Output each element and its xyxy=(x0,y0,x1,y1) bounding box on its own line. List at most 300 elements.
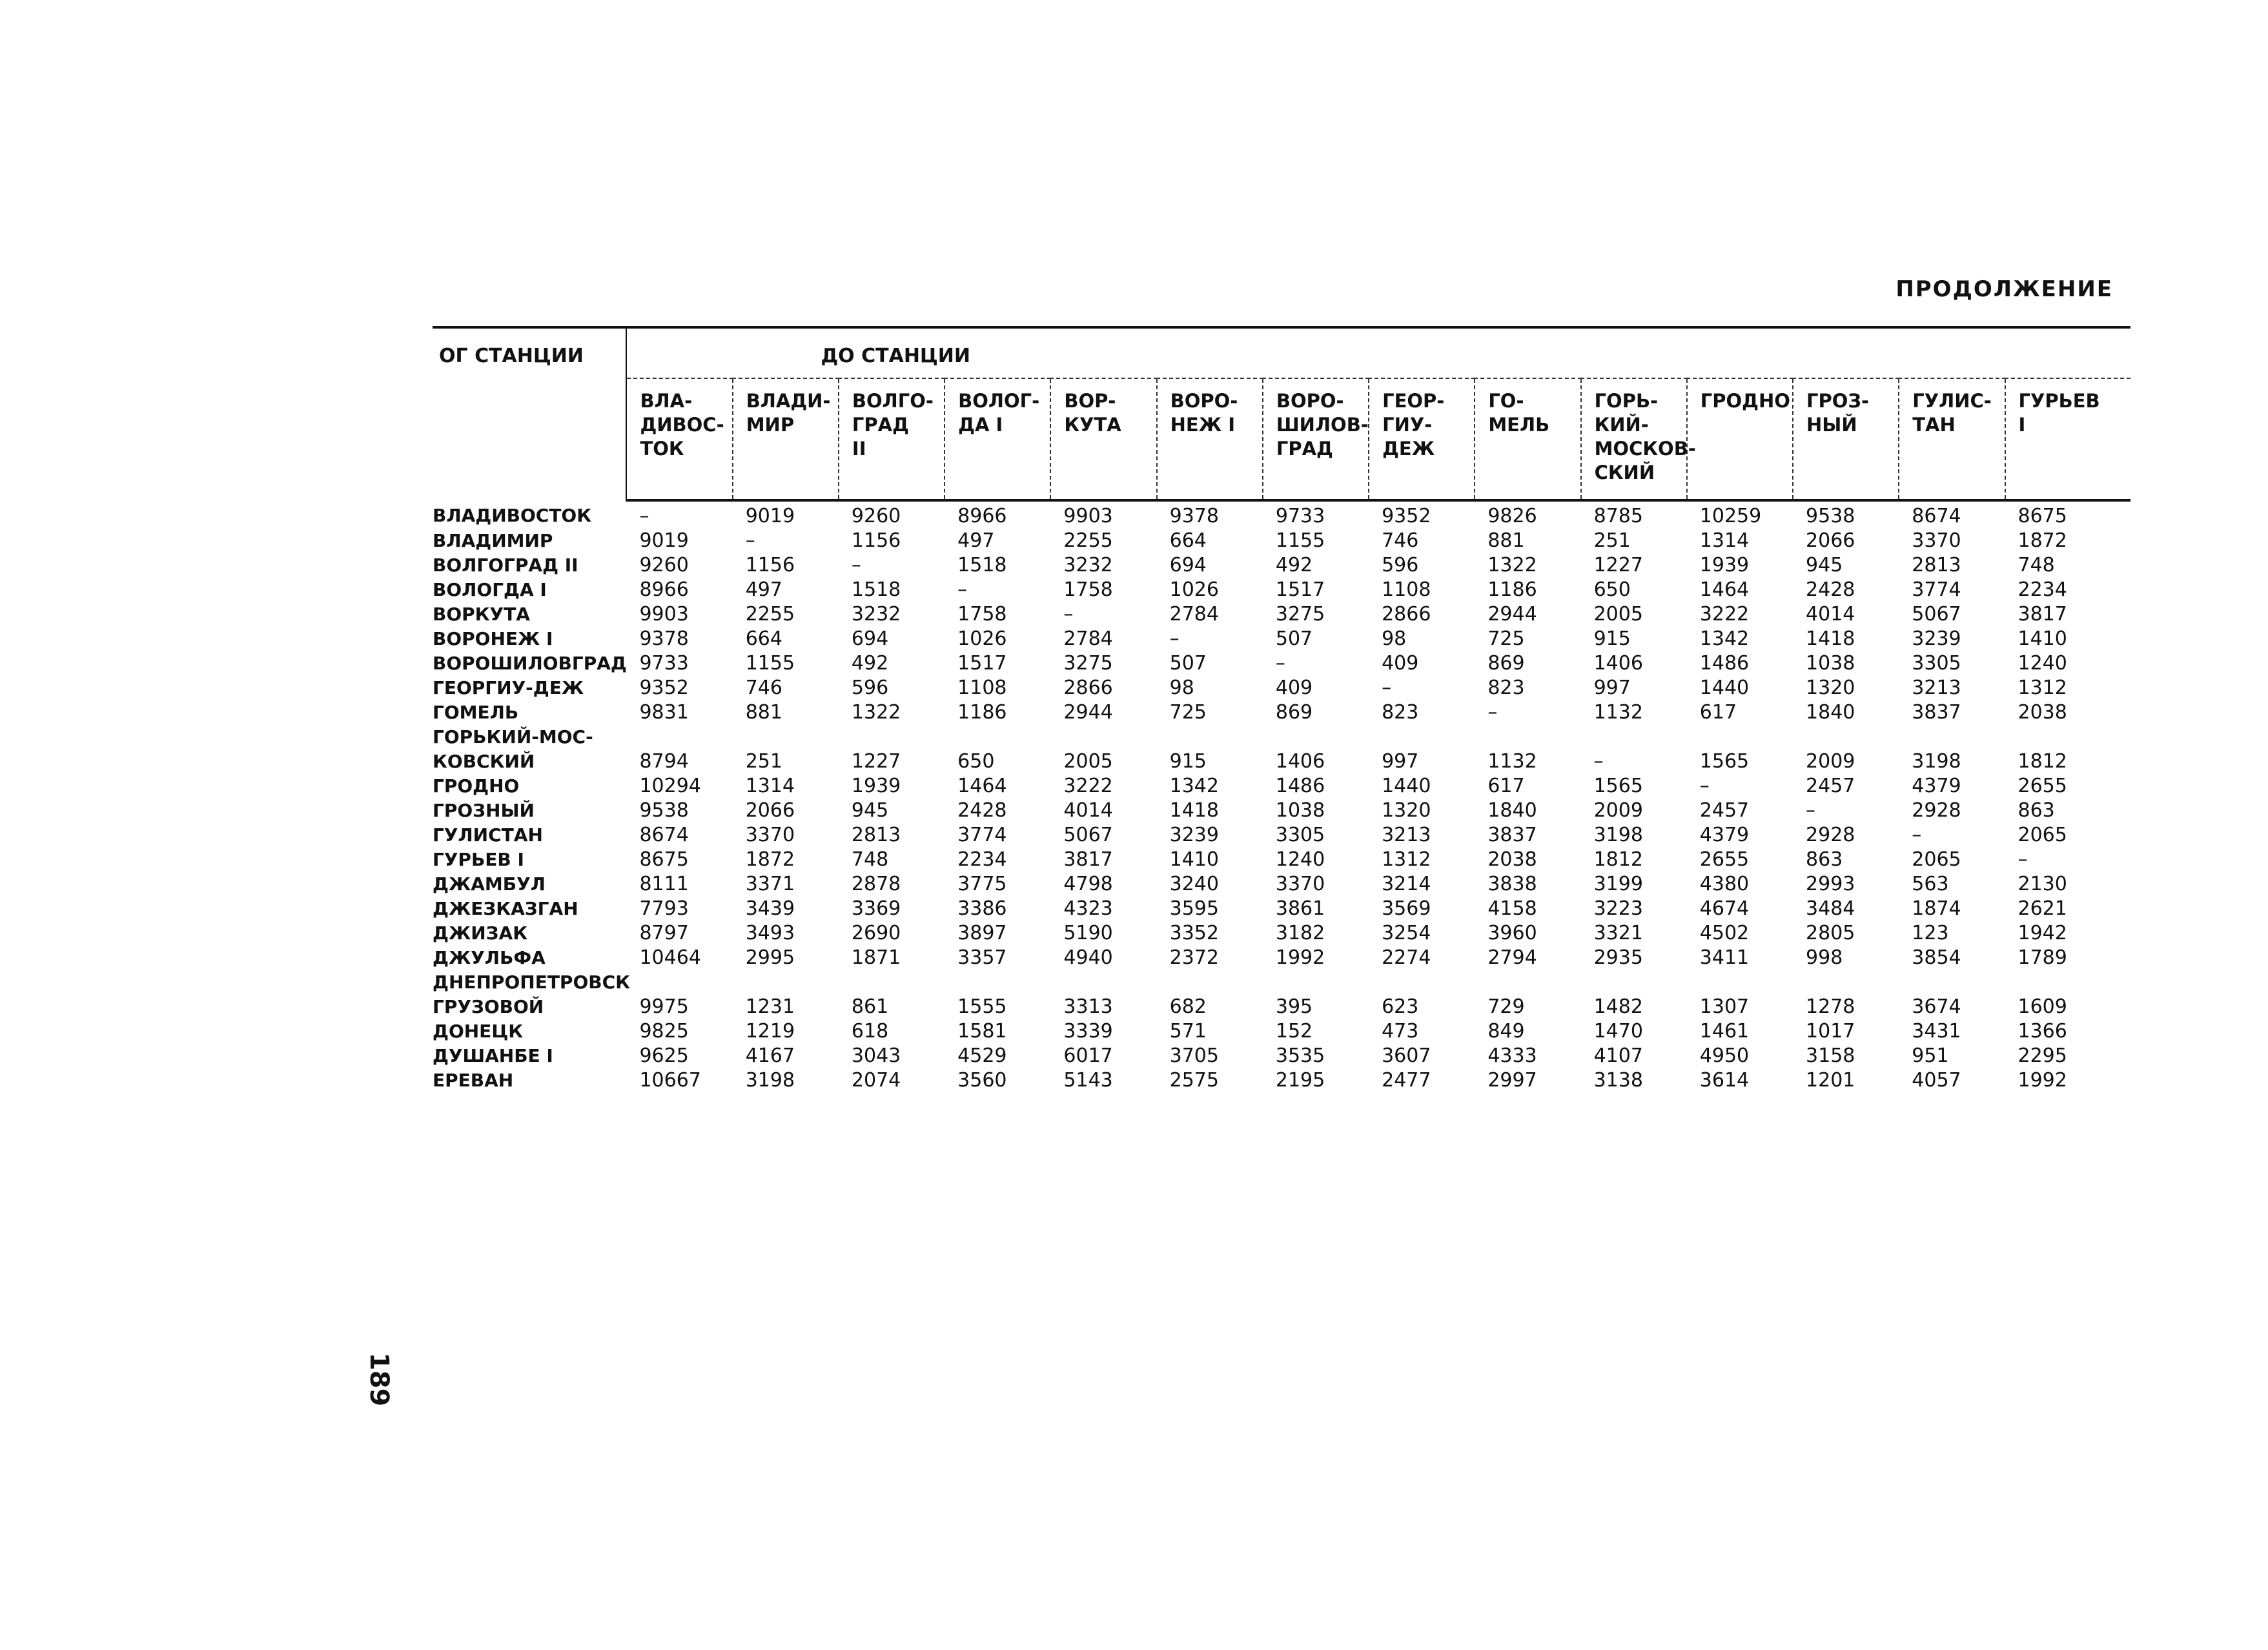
distance-cell: 8111 xyxy=(639,873,689,895)
distance-cell: 3239 xyxy=(1912,627,1961,650)
distance-cell: 8674 xyxy=(639,824,689,846)
distance-cell xyxy=(945,970,1050,995)
distance-cell: 2005 xyxy=(1593,603,1643,626)
distance-cell: 3198 xyxy=(1593,824,1643,846)
page-number: 189 xyxy=(364,1352,394,1407)
distance-cell: 1342 xyxy=(1169,775,1219,797)
distance-cell: 881 xyxy=(745,701,782,724)
distance-cell xyxy=(1581,970,1687,995)
distance-cell: 881 xyxy=(1487,529,1525,552)
column-header-row xyxy=(433,378,2130,500)
distance-cell: 9538 xyxy=(639,799,689,822)
station-name: ЕРЕВАН xyxy=(433,1070,514,1091)
station-name: ДЖИЗАК xyxy=(433,922,528,944)
column-header: ГО- МЕЛЬ xyxy=(1475,378,1580,500)
distance-cell: 98 xyxy=(1169,677,1194,699)
distance-cell: 3198 xyxy=(1912,750,1961,773)
distance-cell: 98 xyxy=(1382,627,1407,650)
distance-cell: 9538 xyxy=(1806,505,1855,527)
table-row xyxy=(433,1019,2130,1044)
distance-cell: 1517 xyxy=(957,652,1007,675)
distance-cell xyxy=(945,725,1050,749)
distance-cell: 4323 xyxy=(1063,897,1113,920)
distance-cell: 1470 xyxy=(1593,1020,1643,1043)
distance-cell: 9903 xyxy=(1063,505,1113,527)
distance-cell: 1186 xyxy=(1487,578,1537,601)
distance-cell xyxy=(733,970,839,995)
distance-cell: 2993 xyxy=(1806,873,1855,895)
distance-cell: 1227 xyxy=(851,750,901,773)
distance-cell: 1156 xyxy=(851,529,901,552)
table-row xyxy=(433,627,2130,651)
table-row xyxy=(433,602,2130,627)
station-name: ВОРОНЕЖ I xyxy=(433,628,553,649)
distance-cell: 2928 xyxy=(1806,824,1855,846)
station-name: ДУШАНБЕ I xyxy=(433,1045,553,1066)
table-row xyxy=(433,1068,2130,1093)
distance-cell: 152 xyxy=(1275,1020,1313,1043)
distance-cell: 1609 xyxy=(2018,995,2067,1018)
distance-cell: 3305 xyxy=(1275,824,1325,846)
station-name: ДНЕПРОПЕТРОВСК xyxy=(433,972,631,993)
distance-cell xyxy=(1369,970,1475,995)
distance-cell xyxy=(1687,970,1793,995)
distance-cell: 251 xyxy=(1593,529,1631,552)
distance-cell: 1874 xyxy=(1912,897,1961,920)
distance-cell: 951 xyxy=(1912,1044,1949,1067)
distance-cell: 2274 xyxy=(1382,946,1431,969)
distance-cell: 3232 xyxy=(851,603,901,626)
distance-cell: 1789 xyxy=(2018,946,2067,969)
distance-cell: – xyxy=(1806,799,1816,822)
distance-cell: 3774 xyxy=(957,824,1007,846)
from-station-header: ОГ СТАНЦИИ xyxy=(433,327,626,500)
distance-cell: 9733 xyxy=(639,652,689,675)
distance-cell: 1155 xyxy=(745,652,795,675)
table-row xyxy=(433,529,2130,553)
distance-cell: 650 xyxy=(1593,578,1631,601)
distance-cell: 3371 xyxy=(745,873,795,895)
distance-cell: 4167 xyxy=(745,1044,795,1067)
distance-cell xyxy=(1687,725,1793,749)
distance-cell xyxy=(1793,725,1899,749)
distance-cell: 409 xyxy=(1275,677,1313,699)
distance-cell: 492 xyxy=(851,652,889,675)
distance-cell: 5067 xyxy=(1912,603,1961,626)
distance-cell: 2065 xyxy=(2018,824,2067,846)
column-header: ГУРЬЕВ I xyxy=(2005,378,2131,500)
distance-cell: 2255 xyxy=(745,603,795,626)
column-header: ВОЛОГ- ДА I xyxy=(945,378,1050,500)
table-row xyxy=(433,651,2130,676)
distance-cell: 3607 xyxy=(1382,1044,1431,1067)
distance-cell: 1155 xyxy=(1275,529,1325,552)
distance-cell: 2805 xyxy=(1806,922,1855,944)
distance-cell: 849 xyxy=(1487,1020,1525,1043)
distance-cell: 1231 xyxy=(745,995,795,1018)
distance-cell: 2997 xyxy=(1487,1069,1537,1092)
distance-cell: 8966 xyxy=(957,505,1007,527)
distance-cell: 1482 xyxy=(1593,995,1643,1018)
distance-cell: 9733 xyxy=(1275,505,1325,527)
distance-cell: 1366 xyxy=(2018,1020,2067,1043)
distance-cell: 1320 xyxy=(1382,799,1431,822)
distance-cell: 1186 xyxy=(957,701,1007,724)
distance-cell: – xyxy=(851,554,861,576)
distance-cell: 4014 xyxy=(1063,799,1113,822)
distance-cell: 3370 xyxy=(1912,529,1961,552)
distance-cell: 1440 xyxy=(1382,775,1431,797)
distance-cell: 617 xyxy=(1699,701,1737,724)
distance-cell: 3411 xyxy=(1699,946,1750,969)
distance-cell: 3199 xyxy=(1593,873,1643,895)
distance-cell: 1812 xyxy=(2018,750,2067,773)
distance-cell: 10667 xyxy=(639,1069,701,1092)
distance-cell: 3560 xyxy=(957,1069,1007,1092)
distance-cell: 1872 xyxy=(745,848,795,871)
distance-cell: 863 xyxy=(2018,799,2055,822)
distance-cell: 2428 xyxy=(957,799,1007,822)
distance-cell: 2621 xyxy=(2018,897,2067,920)
distance-cell: 618 xyxy=(851,1020,889,1043)
distance-cell: 1872 xyxy=(2018,529,2067,552)
distance-cell: 8797 xyxy=(639,922,689,944)
table-row xyxy=(433,823,2130,848)
distance-cell: 2655 xyxy=(2018,775,2067,797)
distance-cell: 492 xyxy=(1275,554,1313,576)
distance-cell: 2813 xyxy=(851,824,901,846)
distance-cell: 3595 xyxy=(1169,897,1219,920)
distance-cell: 2457 xyxy=(1699,799,1750,822)
distance-cell: 1581 xyxy=(957,1020,1007,1043)
distance-cell: 746 xyxy=(745,677,782,699)
distance-cell: 682 xyxy=(1169,995,1207,1018)
distance-cell: 9019 xyxy=(639,529,689,552)
distance-cell: 2295 xyxy=(2018,1044,2067,1067)
column-header: ВЛАДИ- МИР xyxy=(733,378,839,500)
distance-cell: 3431 xyxy=(1912,1020,1961,1043)
distance-cell: 2074 xyxy=(851,1069,901,1092)
distance-cell: 915 xyxy=(1169,750,1207,773)
distance-cell: 3223 xyxy=(1593,897,1643,920)
distance-cell: 1461 xyxy=(1699,1020,1750,1043)
distance-cell: 2234 xyxy=(2018,578,2067,601)
distance-cell: 2813 xyxy=(1912,554,1961,576)
column-header: ГУЛИС- ТАН xyxy=(1899,378,2005,500)
distance-cell: 2255 xyxy=(1063,529,1113,552)
distance-cell: 1219 xyxy=(745,1020,795,1043)
column-header: ГОРЬ- КИЙ- МОСКОВ- СКИЙ xyxy=(1581,378,1687,500)
distance-cell xyxy=(839,970,945,995)
distance-cell xyxy=(1793,970,1899,995)
distance-cell: 3897 xyxy=(957,922,1007,944)
distance-cell: 2655 xyxy=(1699,848,1750,871)
table-row xyxy=(433,676,2130,700)
distance-cell: 8674 xyxy=(1912,505,1961,527)
distance-cell: – xyxy=(1593,750,1604,773)
distance-cell: 2784 xyxy=(1063,627,1113,650)
distance-cell: 4674 xyxy=(1699,897,1750,920)
distance-cell: 1871 xyxy=(851,946,901,969)
distance-cell: 623 xyxy=(1382,995,1419,1018)
distance-cell: 4380 xyxy=(1699,873,1750,895)
distance-cell: 1201 xyxy=(1806,1069,1855,1092)
distance-cell xyxy=(733,725,839,749)
distance-cell: 5143 xyxy=(1063,1069,1113,1092)
distance-cell: 4158 xyxy=(1487,897,1537,920)
distance-cell: 2234 xyxy=(957,848,1007,871)
distance-cell: 998 xyxy=(1806,946,1843,969)
distance-cell: 1565 xyxy=(1593,775,1643,797)
distance-cell: 617 xyxy=(1487,775,1525,797)
distance-cell: 746 xyxy=(1382,529,1419,552)
distance-cell: 1132 xyxy=(1487,750,1537,773)
distance-cell: 2005 xyxy=(1063,750,1113,773)
distance-cell: 1108 xyxy=(1382,578,1431,601)
distance-cell: 725 xyxy=(1487,627,1525,650)
distance-cell: 9975 xyxy=(639,995,689,1018)
distance-cell: 8785 xyxy=(1593,505,1643,527)
distance-cell: 2944 xyxy=(1063,701,1113,724)
distance-cell: 3138 xyxy=(1593,1069,1643,1092)
station-name: ВЛАДИВОСТОК xyxy=(433,505,592,526)
distance-cell: 3339 xyxy=(1063,1020,1113,1043)
distance-cell: 997 xyxy=(1382,750,1419,773)
distance-cell: 10259 xyxy=(1699,505,1762,527)
distance-cell: 3213 xyxy=(1382,824,1431,846)
distance-cell xyxy=(1475,970,1580,995)
distance-cell: 1156 xyxy=(745,554,795,576)
distance-cell: 9826 xyxy=(1487,505,1537,527)
station-name: ДЖАМБУЛ xyxy=(433,873,546,895)
distance-cell: 1132 xyxy=(1593,701,1643,724)
distance-cell: 664 xyxy=(745,627,782,650)
distance-cell: 8675 xyxy=(639,848,689,871)
distance-cell: 3313 xyxy=(1063,995,1113,1018)
distance-cell: 1314 xyxy=(1699,529,1750,552)
distance-cell: 823 xyxy=(1382,701,1419,724)
distance-cell: 1464 xyxy=(1699,578,1750,601)
to-station-header: ДО СТАНЦИИ xyxy=(626,327,2130,378)
distance-cell: 5067 xyxy=(1063,824,1113,846)
distance-cell: – xyxy=(1382,677,1392,699)
distance-cell: 1939 xyxy=(1699,554,1750,576)
distance-cell: 123 xyxy=(1912,922,1949,944)
distance-cell: 3213 xyxy=(1912,677,1961,699)
distance-cell: 869 xyxy=(1275,701,1313,724)
table-row xyxy=(433,995,2130,1019)
distance-cell: 9831 xyxy=(639,701,689,724)
distance-cell: 1227 xyxy=(1593,554,1643,576)
distance-cell: 1240 xyxy=(2018,652,2067,675)
distance-cell: 1406 xyxy=(1593,652,1643,675)
continuation-label: ПРОДОЛЖЕНИЕ xyxy=(1895,276,2113,302)
distance-cell: 9019 xyxy=(745,505,795,527)
distance-cell: 3838 xyxy=(1487,873,1537,895)
distance-cell: 1992 xyxy=(1275,946,1325,969)
distance-cell: 1278 xyxy=(1806,995,1855,1018)
distance-cell: 1992 xyxy=(2018,1069,2067,1092)
distance-cell: 1026 xyxy=(1169,578,1219,601)
station-name: ГУРЬЕВ I xyxy=(433,849,524,870)
distance-cell: 1840 xyxy=(1806,701,1855,724)
distance-cell xyxy=(626,725,732,749)
distance-cell: 2065 xyxy=(1912,848,1961,871)
distance-cell: 2066 xyxy=(1806,529,1855,552)
distance-cell: 1320 xyxy=(1806,677,1855,699)
distance-cell: 2038 xyxy=(2018,701,2067,724)
column-header: ВЛА- ДИВОС- ТОК xyxy=(626,378,732,500)
station-name: ГОМЕЛЬ xyxy=(433,702,519,723)
distance-cell: 3854 xyxy=(1912,946,1961,969)
distance-cell: 3614 xyxy=(1699,1069,1750,1092)
distance-cell: 9260 xyxy=(851,505,901,527)
distance-table-container xyxy=(433,326,2130,1093)
distance-cell: 748 xyxy=(851,848,889,871)
distance-cell: 1486 xyxy=(1275,775,1325,797)
distance-cell: 3674 xyxy=(1912,995,1961,1018)
table-row xyxy=(433,725,2130,749)
distance-cell: 251 xyxy=(745,750,782,773)
distance-cell: 497 xyxy=(745,578,782,601)
distance-cell: 945 xyxy=(851,799,889,822)
distance-cell: 10294 xyxy=(639,775,701,797)
distance-cell: 823 xyxy=(1487,677,1525,699)
distance-cell: 8794 xyxy=(639,750,689,773)
distance-cell: 1108 xyxy=(957,677,1007,699)
distance-cell: 3275 xyxy=(1275,603,1325,626)
distance-cell xyxy=(1899,970,2005,995)
distance-cell: 9625 xyxy=(639,1044,689,1067)
distance-cell: 1518 xyxy=(957,554,1007,576)
distance-cell: 1312 xyxy=(1382,848,1431,871)
distance-cell: 3861 xyxy=(1275,897,1325,920)
column-header: ГЕОР- ГИУ- ДЕЖ xyxy=(1369,378,1475,500)
distance-cell: 2784 xyxy=(1169,603,1219,626)
distance-cell: 3182 xyxy=(1275,922,1325,944)
table-row xyxy=(433,774,2130,799)
distance-cell: 3535 xyxy=(1275,1044,1325,1067)
column-header: ВОРО- ШИЛОВ- ГРАД xyxy=(1263,378,1369,500)
station-name: ДЖУЛЬФА xyxy=(433,947,546,968)
distance-cell: 1518 xyxy=(851,578,901,601)
table-row xyxy=(433,848,2130,872)
distance-cell: – xyxy=(2018,848,2028,871)
distance-cell: 4940 xyxy=(1063,946,1113,969)
station-name: ДОНЕЦК xyxy=(433,1021,524,1042)
distance-cell: 3774 xyxy=(1912,578,1961,601)
distance-cell: 3960 xyxy=(1487,922,1537,944)
distance-cell: 2866 xyxy=(1063,677,1113,699)
distance-cell: 571 xyxy=(1169,1020,1207,1043)
distance-cell: 3817 xyxy=(2018,603,2067,626)
distance-cell: 1942 xyxy=(2018,922,2067,944)
distance-cell: 4379 xyxy=(1699,824,1750,846)
table-row xyxy=(433,970,2130,995)
distance-cell: 2038 xyxy=(1487,848,1537,871)
column-header: ВОРО- НЕЖ I xyxy=(1157,378,1263,500)
distance-cell: 4798 xyxy=(1063,873,1113,895)
distance-cell: 3222 xyxy=(1063,775,1113,797)
distance-cell: – xyxy=(1487,701,1498,724)
table-row xyxy=(433,872,2130,897)
distance-cell: 9260 xyxy=(639,554,689,576)
distance-cell: 9378 xyxy=(639,627,689,650)
distance-cell: 3352 xyxy=(1169,922,1219,944)
table-row xyxy=(433,799,2130,823)
table-row xyxy=(433,700,2130,725)
distance-cell: 2477 xyxy=(1382,1069,1431,1092)
distance-cell: 4057 xyxy=(1912,1069,1961,1092)
distance-cell: 915 xyxy=(1593,627,1631,650)
distance-cell: 3817 xyxy=(1063,848,1113,871)
distance-cell: 1418 xyxy=(1169,799,1219,822)
distance-cell: 1418 xyxy=(1806,627,1855,650)
station-name: ГУЛИСТАН xyxy=(433,824,543,846)
distance-cell: 1322 xyxy=(851,701,901,724)
distance-cell: 1017 xyxy=(1806,1020,1855,1043)
distance-cell xyxy=(839,725,945,749)
distance-cell xyxy=(1050,970,1156,995)
distance-cell: 507 xyxy=(1275,627,1313,650)
distance-cell: 3357 xyxy=(957,946,1007,969)
distance-cell xyxy=(2005,970,2131,995)
distance-cell: 2009 xyxy=(1806,750,1855,773)
table-row xyxy=(433,749,2130,774)
station-name: ГРОДНО xyxy=(433,775,520,797)
distance-cell xyxy=(1475,725,1580,749)
station-name: ГРУЗОВОЙ xyxy=(433,996,544,1017)
table-row xyxy=(433,946,2130,970)
distance-cell: 2575 xyxy=(1169,1069,1219,1092)
distance-table xyxy=(433,326,2130,1093)
distance-cell xyxy=(1899,725,2005,749)
distance-cell: 3837 xyxy=(1487,824,1537,846)
distance-cell: 3214 xyxy=(1382,873,1431,895)
distance-cell: 3232 xyxy=(1063,554,1113,576)
distance-cell: 9352 xyxy=(639,677,689,699)
distance-cell: 1758 xyxy=(1063,578,1113,601)
distance-cell: 409 xyxy=(1382,652,1419,675)
distance-cell: 9903 xyxy=(639,603,689,626)
distance-cell xyxy=(1157,725,1263,749)
distance-cell: 1038 xyxy=(1806,652,1855,675)
distance-cell: 1322 xyxy=(1487,554,1537,576)
distance-cell: 2457 xyxy=(1806,775,1855,797)
distance-cell xyxy=(626,970,732,995)
distance-cell: 9378 xyxy=(1169,505,1219,527)
distance-cell: 2866 xyxy=(1382,603,1431,626)
distance-cell: – xyxy=(957,578,968,601)
distance-cell: 1812 xyxy=(1593,848,1643,871)
distance-cell: 596 xyxy=(1382,554,1419,576)
distance-cell: 3386 xyxy=(957,897,1007,920)
distance-cell: 3254 xyxy=(1382,922,1431,944)
station-name: ГОРЬКИЙ-МОС- xyxy=(433,726,593,748)
distance-cell: 2944 xyxy=(1487,603,1537,626)
distance-cell: 694 xyxy=(1169,554,1207,576)
distance-cell: 6017 xyxy=(1063,1044,1113,1067)
distance-cell: 1038 xyxy=(1275,799,1325,822)
distance-cell: 863 xyxy=(1806,848,1843,871)
distance-cell: 1314 xyxy=(745,775,795,797)
distance-cell: 1840 xyxy=(1487,799,1537,822)
distance-cell xyxy=(1157,970,1263,995)
distance-cell: 1440 xyxy=(1699,677,1750,699)
distance-cell: 869 xyxy=(1487,652,1525,675)
table-body xyxy=(433,500,2130,1093)
distance-cell: – xyxy=(639,505,649,527)
